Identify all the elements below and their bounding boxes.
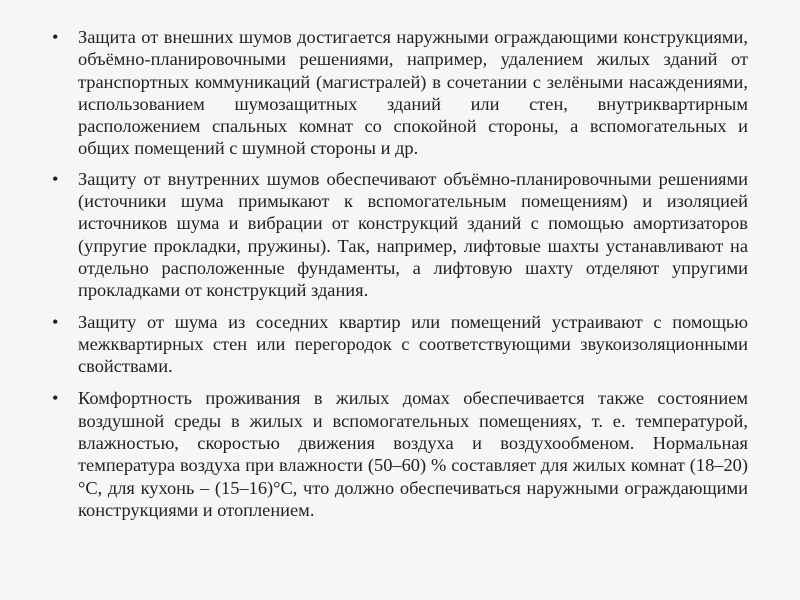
list-item-text: Защиту от внутренних шумов обеспечивают объёмно-планировочными решениями (источники шума примыкают к вспомогательным помещениям) и изоляцией источников шума и вибрации от конструкций зданий с помощью амортизаторов (упругие прокладки, пружины). Так, например, лифтовые шахты устанавливают на отдельно расположенные фундаменты, а лифтовую шахту отделяют упругими прокладками от конструкций здания. [78, 168, 748, 301]
list-item-internal-noise [52, 168, 748, 302]
bullet-icon: • [52, 311, 59, 332]
list-item-neighbor-noise [52, 311, 748, 378]
bullet-icon: • [52, 27, 59, 47]
list-item-external-noise [52, 26, 748, 160]
list-item-text: Комфортность проживания в жилых домах обеспечивается также состоянием воздушной среды в жилых и вспомогательных помещениях, т. е. температурой, влажностью, скоростью движения воздуха и воздухообменом. Нормальная температура воздуха при влажности (50–60) % составляет для жилых комнат (18–20)°С, для кухонь – (15–16)°С, что должно обеспечиваться наружными ограждающими конструкциями и отоплением. [78, 388, 748, 520]
list-item-text: Защиту от шума из соседних квартир или помещений устраивают с помощью межквартирных стен или перегородок с соответствующими звукоизоляционными свойствами. [78, 311, 748, 377]
bullet-icon: • [52, 168, 59, 189]
bullet-list [52, 26, 748, 529]
list-item-text: Защита от внешних шумов достигается наружными ограждающими конструкциями, объёмно-планировочными решениями, например, удалением жилых зданий от транспортных коммуникаций (магистралей) в сочетании с зелёными насаждениями, использованием шумозащитных зданий или стен, внутриквартирным расположением спальных комнат со спокойной стороны, а вспомогательных и общих помещений с шумной стороны и др. [78, 27, 748, 159]
bullet-icon: • [52, 388, 59, 409]
list-item-comfort [52, 387, 748, 521]
